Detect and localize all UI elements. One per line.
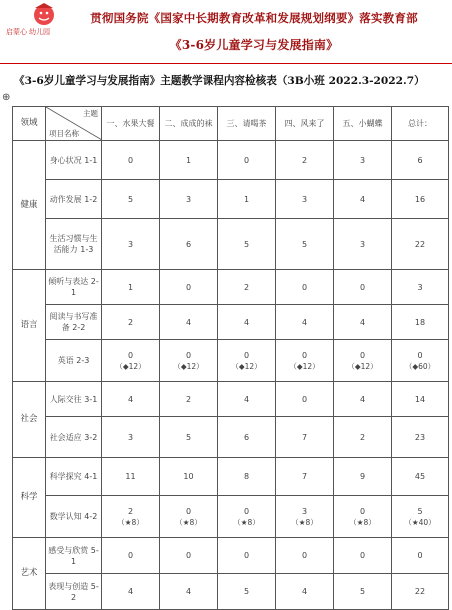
table-row: [13, 340, 449, 382]
value-cell: [276, 305, 334, 340]
value-number: 0: [301, 350, 308, 360]
value-cell: [218, 270, 276, 305]
table-row: [13, 141, 449, 180]
project-name-cell: 科学探究 4-1: [46, 458, 102, 496]
total-cell: [392, 180, 449, 219]
value-cell: [102, 574, 160, 610]
value-number: 3: [301, 194, 308, 204]
total-number: 16: [414, 194, 426, 204]
value-number: 3: [127, 432, 134, 442]
value-cell: [102, 180, 160, 219]
value-cell: [102, 538, 160, 574]
value-number: 11: [125, 472, 136, 481]
area-cell-society: 社会: [13, 382, 46, 458]
value-cell: [218, 340, 276, 382]
value-number: 0: [185, 350, 192, 360]
total-cell: [392, 458, 449, 496]
table-row: [13, 382, 449, 417]
value-number: 1: [127, 282, 134, 292]
total-number: 5: [417, 506, 423, 516]
value-number: 0: [185, 551, 192, 560]
value-number: 8: [243, 472, 250, 481]
project-name-cell: 社会适应 3-2: [46, 417, 102, 458]
value-annotation: （★8）: [175, 517, 202, 527]
value-annotation: （◆12）: [347, 361, 378, 371]
project-name-cell: 身心状况 1-1: [46, 141, 102, 180]
value-number: 0: [127, 155, 134, 165]
value-cell: [102, 458, 160, 496]
header-line-2: 《3-6岁儿童学习与发展指南》: [169, 38, 339, 52]
value-number: 0: [243, 551, 250, 560]
value-cell: [334, 382, 392, 417]
value-number: 0: [243, 350, 250, 360]
value-number: 0: [359, 350, 366, 360]
value-number: 4: [301, 317, 308, 327]
value-number: 0: [301, 551, 308, 560]
value-cell: [334, 141, 392, 180]
project-name-cell: 阅读与书写准备 2-2: [46, 305, 102, 340]
value-cell: [102, 340, 160, 382]
value-number: 2: [185, 394, 192, 404]
value-number: 3: [359, 239, 366, 249]
value-cell: [334, 574, 392, 610]
value-cell: [334, 538, 392, 574]
value-number: 7: [301, 432, 308, 442]
value-cell: [102, 305, 160, 340]
value-cell: [276, 219, 334, 270]
value-number: 6: [185, 239, 192, 249]
checklist-table: [12, 106, 449, 610]
value-cell: [276, 141, 334, 180]
table-row: [13, 538, 449, 574]
value-number: 4: [359, 194, 366, 204]
area-cell-science: 科学: [13, 458, 46, 538]
value-number: 5: [301, 239, 308, 249]
value-annotation: （★8）: [117, 517, 144, 527]
value-cell: [276, 417, 334, 458]
table-row: [13, 496, 449, 538]
project-name-cell: 数学认知 4-2: [46, 496, 102, 538]
table-row: [13, 574, 449, 610]
value-number: 2: [243, 282, 250, 292]
value-cell: [276, 458, 334, 496]
value-cell: [218, 180, 276, 219]
theme-header: 三、请喝茶: [218, 107, 276, 141]
theme-header-label: 主题: [83, 109, 98, 118]
theme-header: 一、水果大餐: [102, 107, 160, 141]
table-row: [13, 180, 449, 219]
value-number: 0: [301, 282, 308, 292]
value-number: 3: [127, 239, 134, 249]
value-number: 3: [185, 194, 192, 204]
diagonal-header-cell: [46, 107, 102, 141]
value-cell: [160, 458, 218, 496]
value-cell: [218, 141, 276, 180]
project-name-cell: 英语 2-3: [46, 340, 102, 382]
value-number: 7: [301, 472, 308, 481]
value-number: 0: [185, 506, 192, 516]
value-cell: [276, 340, 334, 382]
total-number: 6: [417, 155, 423, 165]
area-cell-art: 艺术: [13, 538, 46, 610]
value-cell: [102, 270, 160, 305]
value-cell: [160, 382, 218, 417]
total-cell: [392, 305, 449, 340]
value-cell: [218, 219, 276, 270]
value-cell: [160, 538, 218, 574]
value-annotation: （◆12）: [289, 361, 320, 371]
value-number: 4: [127, 587, 134, 596]
value-number: 0: [359, 551, 366, 560]
table-row: [13, 458, 449, 496]
value-number: 0: [243, 155, 250, 165]
value-number: 0: [359, 506, 366, 516]
project-name-cell: 表现与创造 5-2: [46, 574, 102, 610]
value-number: 0: [127, 350, 134, 360]
table-move-handle-icon[interactable]: ⊕: [2, 92, 11, 103]
value-number: 4: [185, 317, 192, 327]
value-cell: [218, 458, 276, 496]
value-cell: [218, 305, 276, 340]
value-number: 4: [127, 394, 134, 404]
value-cell: [160, 270, 218, 305]
total-number: 23: [414, 432, 426, 442]
total-annotation: （◆60）: [404, 361, 436, 371]
project-name-cell: 感受与欣赏 5-1: [46, 538, 102, 574]
value-cell: [102, 496, 160, 538]
value-annotation: （◆12）: [173, 361, 204, 371]
value-annotation: （◆12）: [231, 361, 262, 371]
value-number: 0: [243, 506, 250, 516]
value-cell: [218, 417, 276, 458]
table-header-row: [13, 107, 449, 141]
value-cell: [276, 538, 334, 574]
value-cell: [160, 305, 218, 340]
value-cell: [160, 496, 218, 538]
total-cell: [392, 340, 449, 382]
value-number: 3: [359, 155, 366, 165]
value-cell: [334, 219, 392, 270]
value-number: 0: [127, 551, 134, 560]
project-name-cell: 动作发展 1-2: [46, 180, 102, 219]
value-number: 4: [301, 587, 308, 596]
area-column-header: 领域: [13, 107, 46, 141]
total-cell: [392, 496, 449, 538]
table-row: [13, 417, 449, 458]
header-line-1: 贯彻国务院《国家中长期教育改革和发展规划纲要》落实教育部: [90, 11, 418, 25]
value-number: 0: [359, 282, 366, 292]
value-number: 2: [301, 155, 308, 165]
value-cell: [276, 180, 334, 219]
value-annotation: （★8）: [291, 517, 318, 527]
value-cell: [160, 417, 218, 458]
value-number: 9: [359, 472, 366, 481]
value-number: 2: [127, 506, 134, 516]
total-cell: [392, 382, 449, 417]
theme-header: 二、成成的袜: [160, 107, 218, 141]
project-name-cell: 人际交往 3-1: [46, 382, 102, 417]
total-number: 3: [417, 282, 423, 292]
total-cell: [392, 574, 449, 610]
total-number: 0: [417, 350, 423, 360]
value-number: 0: [301, 394, 308, 404]
value-cell: [102, 141, 160, 180]
table-title: 《3-6岁儿童学习与发展指南》主题教学课程内容检核表（3B小班 2022.3-2022.7）: [14, 75, 425, 87]
project-name-cell: 倾听与表达 2-1: [46, 270, 102, 305]
value-cell: [102, 417, 160, 458]
value-number: 0: [185, 282, 192, 292]
document-header: [0, 0, 452, 64]
value-cell: [102, 219, 160, 270]
total-cell: [392, 270, 449, 305]
value-cell: [276, 270, 334, 305]
total-annotation: （★40）: [404, 517, 436, 527]
value-number: 4: [359, 394, 366, 404]
value-cell: [160, 340, 218, 382]
value-cell: [160, 574, 218, 610]
table-row: [13, 270, 449, 305]
total-cell: [392, 417, 449, 458]
table-row: [13, 219, 449, 270]
value-cell: [276, 496, 334, 538]
value-number: 4: [359, 317, 366, 327]
value-number: 4: [243, 394, 250, 404]
total-cell: [392, 141, 449, 180]
theme-header: 四、风来了: [276, 107, 334, 141]
value-number: 4: [185, 587, 192, 596]
value-cell: [334, 305, 392, 340]
value-cell: [160, 219, 218, 270]
total-header: 总计：: [392, 107, 449, 141]
value-cell: [334, 340, 392, 382]
value-number: 5: [243, 239, 250, 249]
project-name-header-label: 项目名称: [49, 129, 79, 138]
project-name-cell: 生活习惯与生活能力 1-3: [46, 219, 102, 270]
total-number: 18: [414, 317, 426, 327]
total-number: 22: [414, 587, 426, 596]
value-cell: [218, 496, 276, 538]
total-number: 45: [414, 472, 426, 481]
total-cell: [392, 219, 449, 270]
value-annotation: （★8）: [233, 517, 260, 527]
value-cell: [160, 141, 218, 180]
value-number: 4: [243, 317, 250, 327]
value-cell: [334, 417, 392, 458]
value-cell: [218, 382, 276, 417]
value-number: 5: [127, 194, 134, 204]
theme-header: 五、小蝴蝶: [334, 107, 392, 141]
svg-text:启蒙心 幼儿园: 启蒙心 幼儿园: [6, 29, 50, 36]
value-annotation: （◆12）: [115, 361, 146, 371]
value-number: 2: [359, 432, 366, 442]
value-number: 1: [185, 155, 192, 165]
value-cell: [218, 538, 276, 574]
table-row: [13, 305, 449, 340]
value-number: 5: [185, 432, 192, 442]
total-number: 0: [417, 551, 423, 560]
area-cell-health: 健康: [13, 141, 46, 270]
value-cell: [334, 496, 392, 538]
value-number: 5: [359, 587, 366, 596]
kindergarten-logo: [4, 2, 56, 38]
value-number: 6: [243, 432, 250, 442]
value-cell: [334, 270, 392, 305]
value-cell: [102, 382, 160, 417]
total-number: 22: [414, 239, 426, 249]
value-cell: [160, 180, 218, 219]
header-divider: [0, 63, 452, 64]
total-cell: [392, 538, 449, 574]
value-cell: [276, 382, 334, 417]
value-cell: [276, 574, 334, 610]
area-cell-language: 语言: [13, 270, 46, 382]
value-number: 1: [243, 194, 250, 204]
value-number: 10: [183, 472, 194, 481]
value-number: 5: [243, 587, 250, 596]
value-number: 2: [127, 317, 134, 327]
value-cell: [334, 458, 392, 496]
value-number: 3: [301, 506, 308, 516]
value-annotation: （★8）: [349, 517, 376, 527]
value-cell: [218, 574, 276, 610]
total-number: 14: [414, 394, 426, 404]
value-cell: [334, 180, 392, 219]
